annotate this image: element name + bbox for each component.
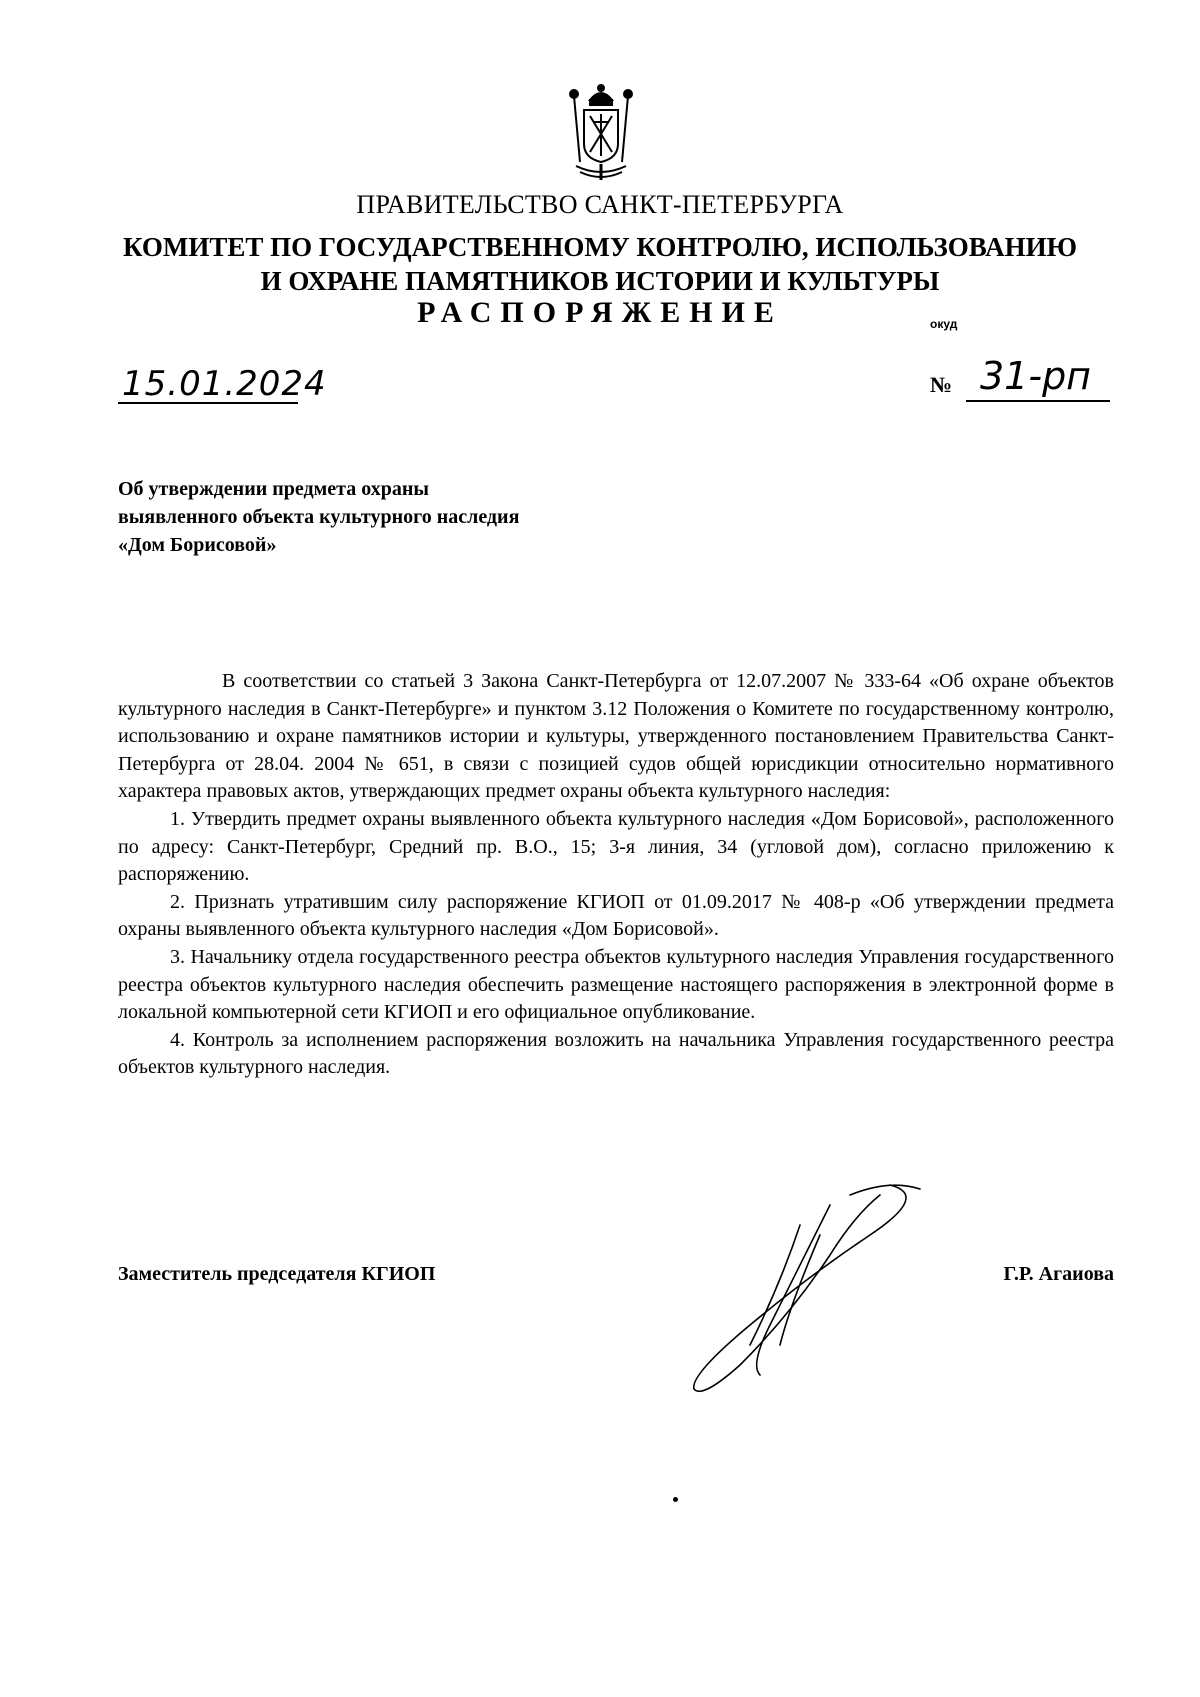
government-name: ПРАВИТЕЛЬСТВО САНКТ-ПЕТЕРБУРГА — [356, 190, 844, 219]
preamble-paragraph: В соответствии со статьей 3 Закона Санкт-Петербурга от 12.07.2007 № 333-64 «Об охране объектов культурного наследия в Санкт-Петербурге» и пунктом 3.12 Положения о Комитете по государственному контролю, использованию и охране памятников истории и культуры, утвержденного постановлением Правительства Санкт-Петербурга от 28.04. 2004 № 651, в связи с позицией судов общей юрисдикции относительно нормативного характера правовых актов, утверждающих предмет охраны объекта культурного наследия: — [118, 670, 1114, 803]
subject-line-3: «Дом Борисовой» — [118, 534, 277, 556]
signer-title: Заместитель председателя КГИОП — [118, 1263, 436, 1285]
handwritten-number: 31-рп — [980, 354, 1092, 398]
committee-name — [0, 230, 1200, 298]
subject-line-2: выявленного объекта культурного наследия — [118, 506, 520, 528]
list-item: 2. Признать утратившим силу распоряжение КГИОП от 01.09.2017 № 408-р «Об утверждении предмета охраны выявленного объекта культурного наследия «Дом Борисовой». — [118, 890, 1114, 941]
coat-of-arms-icon — [566, 82, 636, 182]
okud-label: окуд — [930, 317, 958, 331]
list-item: 3. Начальнику отдела государственного реестра объектов культурного наследия Управления государственного реестра объектов культурного наследия обеспечить размещение настоящего распоряжения в электронной форме в локальной компьютерной сети КГИОП и его официальное опубликование. — [118, 945, 1114, 1024]
subject-line-1: Об утверждении предмета охраны — [118, 478, 429, 500]
stray-dot — [673, 1497, 678, 1502]
signer-name: Г.Р. Агаиова — [1003, 1263, 1114, 1285]
committee-line-1: КОМИТЕТ ПО ГОСУДАРСТВЕННОМУ КОНТРОЛЮ, ИСПОЛЬЗОВАНИЮ — [123, 232, 1077, 262]
document-type: РАСПОРЯЖЕНИЕ — [417, 296, 783, 329]
document-subject — [118, 475, 718, 559]
document-body — [118, 668, 1114, 1082]
number-field — [930, 354, 1110, 402]
date-field — [118, 362, 327, 404]
handwritten-signature — [680, 1175, 940, 1395]
committee-line-2: И ОХРАНЕ ПАМЯТНИКОВ ИСТОРИИ И КУЛЬТУРЫ — [260, 266, 940, 296]
number-sign: № — [930, 372, 953, 397]
list-item: 4. Контроль за исполнением распоряжения возложить на начальника Управления государственного реестра объектов культурного наследия. — [118, 1028, 1114, 1079]
number-underline — [966, 354, 1110, 402]
list-item: 1. Утвердить предмет охраны выявленного объекта культурного наследия «Дом Борисовой», расположенного по адресу: Санкт-Петербург, Средний пр. В.О., 15; 3-я линия, 34 (угловой дом), согласно приложению к распоряжению. — [118, 807, 1114, 886]
handwritten-date: 15.01.2024 — [122, 364, 327, 404]
